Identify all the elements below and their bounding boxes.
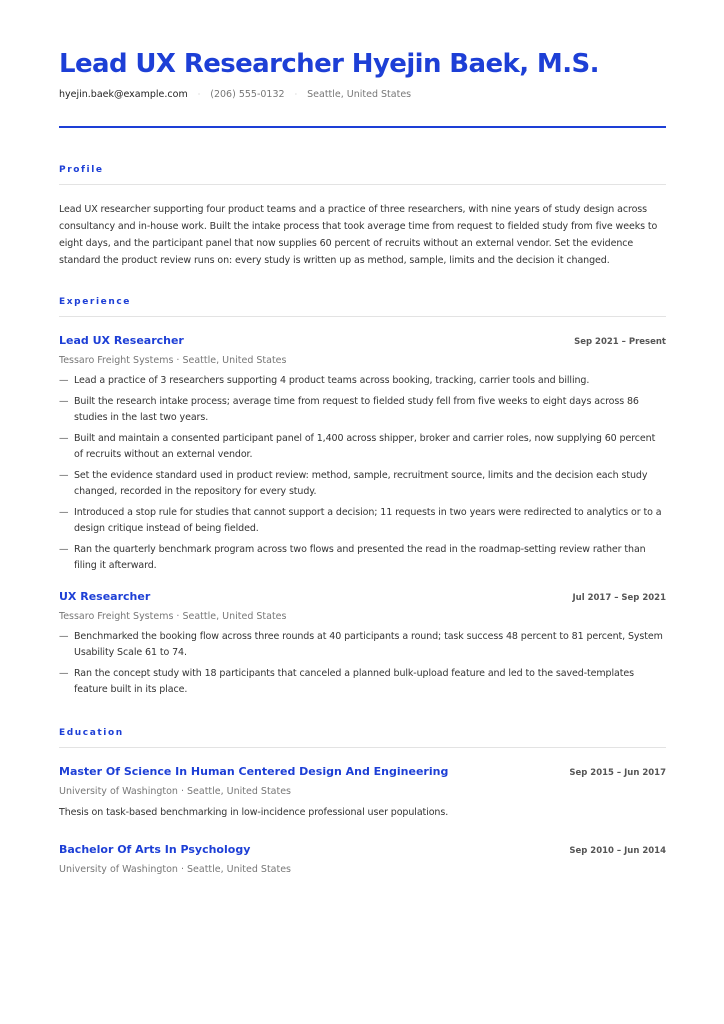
- bullet-text: Built and maintain a consented participant panel of 1,400 across shipper, broker and carrier roles, now supplying 60 percent of recruits without an external vendor.: [74, 432, 656, 460]
- contact-separator: ·: [294, 90, 298, 99]
- bullet-text: Ran the quarterly benchmark program across two flows and presented the read in the roadmap-setting review rather than filing it afterward.: [74, 543, 646, 571]
- experience-section: [59, 296, 666, 699]
- education-dates: Sep 2015 – Jun 2017: [569, 767, 666, 778]
- list-item: [59, 468, 666, 501]
- contact-separator: ·: [197, 90, 201, 99]
- bullet-text: Ran the concept study with 18 participants that canceled a planned bulk-upload feature and led to the saved-templates feature built in its place.: [74, 667, 634, 695]
- resume-page: [59, 46, 666, 877]
- job-company: Tessaro Freight Systems · Seattle, United States: [59, 355, 287, 366]
- job-title: UX Researcher: [59, 589, 151, 603]
- section-title-experience: Experience: [59, 297, 131, 307]
- education-entry: [59, 764, 666, 820]
- bullet-text: Benchmarked the booking flow across three rounds at 40 participants a round; task success 48 percent to 81 percent, System Usability Scale 61 to 74.: [74, 630, 663, 658]
- job-entry: [59, 589, 666, 699]
- profile-section: [59, 164, 666, 269]
- list-item: [59, 629, 666, 662]
- section-title-education: Education: [59, 727, 124, 738]
- list-item: [59, 394, 666, 427]
- education-header: [59, 764, 666, 780]
- bullet-dash: —: [59, 432, 69, 444]
- bullet-dash: —: [59, 395, 69, 407]
- education-section: [59, 727, 666, 877]
- bullet-text: Introduced a stop rule for studies that cannot support a decision; 11 requests in two years were redirected to analytics or to a design critique instead of being fielded.: [74, 506, 662, 534]
- bullet-dash: —: [59, 375, 69, 386]
- list-item: [59, 505, 666, 538]
- bullet-dash: —: [59, 667, 69, 679]
- header-divider: [59, 126, 666, 128]
- education-dates: Sep 2010 – Jun 2014: [569, 845, 666, 856]
- candidate-name: Lead UX Researcher Hyejin Baek, M.S.: [59, 49, 599, 79]
- job-company: Tessaro Freight Systems · Seattle, United States: [59, 610, 287, 622]
- education-entry: [59, 842, 666, 877]
- bullet-dash: —: [59, 630, 69, 642]
- job-dates: Sep 2021 – Present: [574, 337, 666, 347]
- profile-text: Lead UX researcher supporting four product teams and a practice of three researchers, with nine years of study design across consultancy and in-house work. Built the intake process that took average time from request to fielded study from five weeks to eight days, and the participant panel that now supplies 60 percent of recruits without an external vendor. Set the evidence standard the product review runs on: every study is written up as method, sample, limits and the decision it changed.: [59, 204, 658, 266]
- degree-title: Master Of Science In Human Centered Design And Engineering: [59, 764, 449, 778]
- section-divider: [59, 184, 666, 185]
- list-item: [59, 373, 666, 390]
- bullet-dash: —: [59, 469, 69, 481]
- job-bullet-list: [59, 373, 666, 575]
- section-title-profile: Profile: [59, 165, 104, 175]
- contact-email[interactable]: hyejin.baek@example.com: [59, 89, 188, 100]
- job-header: [59, 333, 666, 349]
- school-name: University of Washington · Seattle, United States: [59, 863, 292, 875]
- job-header: [59, 589, 666, 605]
- section-divider: [59, 747, 666, 748]
- section-divider: [59, 316, 666, 317]
- degree-title: Bachelor Of Arts In Psychology: [59, 842, 251, 856]
- education-header: [59, 842, 666, 858]
- contact-phone: (206) 555-0132: [210, 89, 285, 100]
- job-entry: [59, 333, 666, 575]
- bullet-text: Built the research intake process; average time from request to fielded study fell from five weeks to eight days across 86 studies in the last two years.: [74, 395, 639, 423]
- job-bullet-list: [59, 629, 666, 699]
- contact-location: Seattle, United States: [307, 89, 412, 100]
- bullet-dash: —: [59, 543, 69, 555]
- bullet-text: Lead a practice of 3 researchers supporting 4 product teams across booking, tracking, carrier tools and billing.: [74, 375, 590, 386]
- school-name: University of Washington · Seattle, United States: [59, 785, 292, 797]
- list-item: [59, 431, 666, 464]
- list-item: [59, 666, 666, 699]
- contact-line: [59, 88, 666, 102]
- education-description: Thesis on task-based benchmarking in low-incidence professional user populations.: [59, 806, 449, 818]
- bullet-dash: —: [59, 506, 69, 518]
- bullet-text: Set the evidence standard used in product review: method, sample, recruitment source, limits and the decision each study changed, recorded in the repository for every study.: [74, 469, 648, 497]
- job-title: Lead UX Researcher: [59, 334, 184, 347]
- job-dates: Jul 2017 – Sep 2021: [572, 592, 666, 603]
- list-item: [59, 542, 666, 575]
